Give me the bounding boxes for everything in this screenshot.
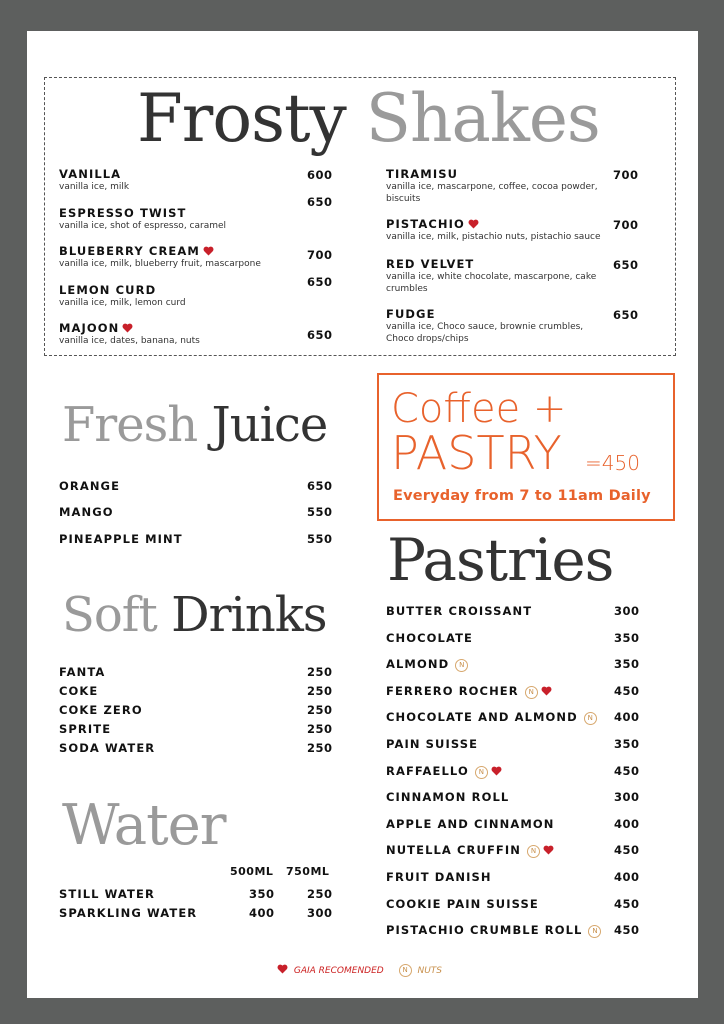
pastry-name: [386, 631, 473, 645]
pastry-name: [386, 897, 539, 911]
nuts-icon: N: [525, 686, 538, 699]
pastry-price: 350: [614, 737, 640, 751]
legend-nut-label: NUTS: [417, 966, 442, 976]
juice-name: ORANGE: [59, 479, 121, 493]
nuts-icon: N: [455, 659, 468, 672]
juice-price: 650: [307, 479, 333, 493]
juice-price: 550: [307, 532, 333, 546]
water-title-text: Water: [62, 793, 226, 858]
pastry-price: 450: [614, 843, 640, 857]
pastry-name: [386, 817, 555, 831]
pastry-name: [386, 843, 554, 858]
shake-name-text: TIRAMISU: [386, 167, 459, 181]
water-title: [62, 793, 226, 858]
shake-name-text: BLUEBERRY CREAM: [59, 244, 200, 258]
water-price-750: 300: [307, 906, 333, 920]
shake-price: 700: [613, 168, 639, 182]
pastry-name: [386, 604, 532, 618]
water-price-500: 350: [249, 887, 275, 901]
pastry-price: 350: [614, 631, 640, 645]
pastry-name: [386, 657, 468, 672]
fresh-juice-title-b: Juice: [211, 397, 328, 453]
promo-price: =450: [585, 451, 640, 475]
shake-price: 600: [307, 168, 333, 182]
pastry-price: 350: [614, 657, 640, 671]
heart-icon: [491, 765, 502, 775]
soft-drink-price: 250: [307, 684, 333, 698]
shake-name-text: FUDGE: [386, 307, 436, 321]
juice-price: 550: [307, 505, 333, 519]
soft-drink-name: SODA WATER: [59, 741, 156, 755]
shake-name: [59, 321, 133, 335]
shake-price: 650: [307, 328, 333, 342]
heart-icon: [203, 245, 214, 255]
shake-price: 650: [613, 308, 639, 322]
frosty-shakes-title: [137, 80, 600, 157]
promo-subtitle: Everyday from 7 to 11am Daily: [393, 488, 651, 504]
shake-price: 650: [307, 195, 333, 209]
frosty-shakes-title-b: Shakes: [365, 80, 600, 157]
pastry-name: [386, 684, 552, 699]
pastry-name-text: CHOCOLATE: [386, 631, 473, 645]
pastry-price: 400: [614, 710, 640, 724]
shake-name: [386, 167, 458, 181]
soft-drinks-title-b: Drinks: [171, 587, 327, 643]
soft-drink-price: 250: [307, 703, 333, 717]
pastry-price: 450: [614, 897, 640, 911]
pastry-name-text: NUTELLA CRUFFIN: [386, 843, 521, 857]
pastry-name-text: CINNAMON ROLL: [386, 790, 510, 804]
pastry-name-text: PISTACHIO CRUMBLE ROLL: [386, 923, 583, 937]
water-col-750: 750ML: [286, 865, 330, 878]
heart-icon: [122, 322, 133, 332]
pastry-name: [386, 764, 502, 779]
shake-desc: vanilla ice, white chocolate, mascarpone, cake crumbles: [386, 272, 597, 294]
pastry-name-text: COOKIE PAIN SUISSE: [386, 897, 539, 911]
shake-name: [386, 217, 479, 231]
shake-price: 650: [613, 258, 639, 272]
shake-name-text: VANILLA: [59, 167, 122, 181]
soft-drink-price: 250: [307, 665, 333, 679]
heart-icon: [468, 218, 479, 228]
shake-desc: vanilla ice, mascarpone, coffee, cocoa powder, biscuits: [386, 182, 598, 204]
shake-name: [59, 283, 156, 297]
shake-name-text: MAJOON: [59, 321, 120, 335]
pastry-price: 400: [614, 817, 640, 831]
pastry-price: 450: [614, 764, 640, 778]
pastry-price: 300: [614, 604, 640, 618]
pastry-price: 300: [614, 790, 640, 804]
pastry-name-text: FERRERO ROCHER: [386, 684, 519, 698]
pastries-title-text: Pastries: [387, 526, 614, 594]
pastries-title: [387, 526, 614, 594]
shake-price: 650: [307, 275, 333, 289]
pastry-name: [386, 790, 509, 804]
pastry-price: 400: [614, 870, 640, 884]
shake-name: [59, 167, 121, 181]
shake-desc: vanilla ice, milk, blueberry fruit, mascarpone: [59, 259, 261, 269]
nuts-icon: N: [588, 925, 601, 938]
shake-price: 700: [613, 218, 639, 232]
shake-desc: vanilla ice, milk, lemon curd: [59, 298, 186, 308]
soft-drink-name: SPRITE: [59, 722, 112, 736]
shake-desc: vanilla ice, Choco sauce, brownie crumbles, Choco drops/chips: [386, 322, 584, 344]
shake-name: [386, 257, 474, 271]
shake-desc: vanilla ice, dates, banana, nuts: [59, 336, 200, 346]
pastry-name-text: PAIN SUISSE: [386, 737, 479, 751]
water-price-750: 250: [307, 887, 333, 901]
shake-name: [59, 206, 186, 220]
soft-drinks-title: [62, 587, 327, 643]
fresh-juice-title: [62, 397, 328, 453]
water-name: STILL WATER: [59, 887, 155, 901]
shake-name: [386, 307, 436, 321]
pastry-name-text: FRUIT DANISH: [386, 870, 492, 884]
pastry-name: [386, 710, 597, 725]
legend-heart-label: GAIA RECOMENDED: [293, 966, 384, 976]
shake-desc: vanilla ice, shot of espresso, caramel: [59, 221, 227, 231]
frosty-shakes-title-a: Frosty: [137, 80, 346, 157]
soft-drink-price: 250: [307, 741, 333, 755]
shake-desc: vanilla ice, milk: [59, 182, 130, 192]
soft-drink-price: 250: [307, 722, 333, 736]
nuts-icon: N: [475, 766, 488, 779]
soft-drink-name: FANTA: [59, 665, 106, 679]
coffee-pastry-promo: [377, 373, 675, 521]
juice-name: PINEAPPLE MINT: [59, 532, 183, 546]
heart-icon: [543, 844, 554, 854]
shake-desc: vanilla ice, milk, pistachio nuts, pistachio sauce: [386, 232, 601, 242]
fresh-juice-title-a: Fresh: [62, 397, 198, 453]
soft-drink-name: COKE ZERO: [59, 703, 143, 717]
pastry-name: [386, 870, 492, 884]
pastry-name-text: RAFFAELLO: [386, 764, 469, 778]
water-col-500: 500ML: [230, 865, 274, 878]
pastry-name-text: BUTTER CROISSANT: [386, 604, 533, 618]
shake-name-text: LEMON CURD: [59, 283, 157, 297]
legend: [277, 964, 442, 977]
pastry-name-text: ALMOND: [386, 657, 450, 671]
nuts-icon: N: [527, 845, 540, 858]
water-name: SPARKLING WATER: [59, 906, 198, 920]
shake-name-text: PISTACHIO: [386, 217, 465, 231]
pastry-price: 450: [614, 684, 640, 698]
pastry-name-text: CHOCOLATE AND ALMOND: [386, 710, 578, 724]
pastry-name-text: APPLE AND CINNAMON: [386, 817, 555, 831]
heart-icon: [277, 964, 288, 974]
promo-line-1: Coffee +: [391, 386, 567, 432]
pastry-price: 450: [614, 923, 640, 937]
pastry-name: [386, 737, 478, 751]
menu-page: [27, 31, 698, 998]
shake-name: [59, 244, 214, 258]
soft-drinks-title-a: Soft: [62, 587, 157, 643]
shake-price: 700: [307, 248, 333, 262]
heart-icon: [541, 685, 552, 695]
soft-drink-name: COKE: [59, 684, 99, 698]
shake-name-text: ESPRESSO TWIST: [59, 206, 187, 220]
nuts-icon: N: [399, 964, 412, 977]
nuts-icon: N: [584, 712, 597, 725]
pastry-name: [386, 923, 601, 938]
shake-name-text: RED VELVET: [386, 257, 475, 271]
promo-line-2: PASTRY: [391, 426, 562, 480]
juice-name: MANGO: [59, 505, 114, 519]
water-price-500: 400: [249, 906, 275, 920]
